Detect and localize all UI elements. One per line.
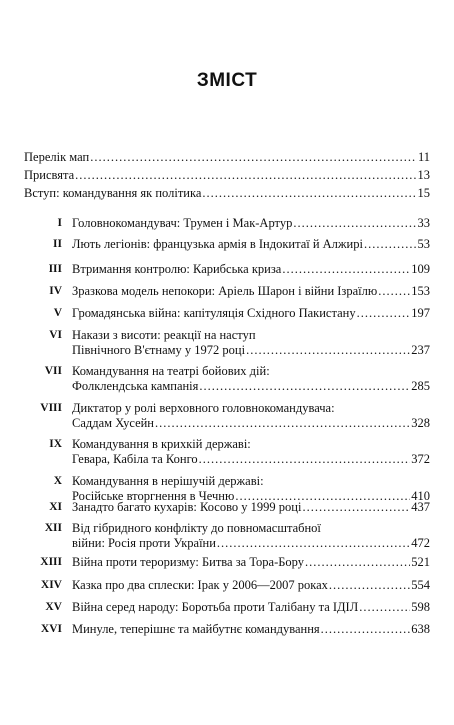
chapter-page: 554 — [411, 578, 430, 592]
chapter-title: Командування в крихкій державі: — [72, 437, 251, 451]
chapter-number: XVI — [40, 623, 62, 635]
chapter-number: IV — [49, 285, 62, 297]
chapter-page: 153 — [411, 284, 430, 298]
entry-page: 13 — [417, 168, 430, 182]
leader-dots — [155, 416, 410, 431]
chapter-number: V — [53, 307, 62, 319]
chapter-number: XIII — [40, 556, 62, 568]
chapter-page: 521 — [411, 555, 430, 569]
chapter-page: 472 — [411, 536, 430, 550]
chapter-page: 372 — [411, 452, 430, 466]
leader-dots — [302, 500, 410, 515]
leader-dots — [199, 452, 411, 467]
leader-dots — [359, 600, 410, 615]
chapter-title: Війна проти тероризму: Битва за Тора-Бору — [72, 555, 304, 569]
chapter-title-cont: Північного В'єтнаму у 1972 році — [72, 343, 246, 357]
leader-dots — [378, 284, 410, 299]
leader-dots — [293, 216, 416, 231]
chapter-page: 285 — [411, 379, 430, 393]
leader-dots — [202, 186, 416, 201]
chapter-title: Диктатор у ролі верховного головнокомандувача: — [72, 401, 335, 415]
chapter-page: 197 — [411, 306, 430, 320]
chapter-page: 328 — [411, 416, 430, 430]
chapter-page: 638 — [411, 622, 430, 636]
entry-title: Вступ: командування як політика — [24, 186, 202, 200]
chapter-title: Минуле, теперішнє та майбутнє командування — [72, 622, 320, 636]
chapter-number: XIV — [40, 579, 62, 591]
chapter-number: XV — [45, 601, 62, 613]
leader-dots — [305, 555, 410, 570]
chapter-title: Втримання контролю: Карибська криза — [72, 262, 282, 276]
chapter-number: VII — [44, 365, 62, 377]
chapter-page: 598 — [411, 600, 430, 614]
leader-dots — [246, 343, 410, 358]
chapter-title: Занадто багато кухарів: Косово у 1999 році — [72, 500, 302, 514]
chapter-title: Головнокомандувач: Трумен і Мак-Артур — [72, 216, 293, 230]
entry-title: Перелік мап — [24, 150, 90, 164]
chapter-page: 33 — [417, 216, 430, 230]
chapter-page: 437 — [411, 500, 430, 514]
chapter-number: II — [53, 238, 62, 250]
chapter-title-cont: Фолклендська кампанія — [72, 379, 199, 393]
leader-dots — [75, 168, 416, 183]
entry-title: Присвята — [24, 168, 75, 182]
leader-dots — [364, 237, 417, 252]
chapter-page: 53 — [417, 237, 430, 251]
chapter-number: XII — [44, 522, 62, 534]
chapter-title-cont: Гевара, Кабіла та Конго — [72, 452, 198, 466]
chapter-title: Зразкова модель непокори: Аріель Шарон і війни Ізраїлю — [72, 284, 378, 298]
chapter-number: III — [48, 263, 62, 275]
chapter-number: VIII — [40, 402, 62, 414]
leader-dots — [321, 622, 411, 637]
chapter-title-cont: війни: Росія проти України — [72, 536, 216, 550]
chapter-title-cont: Російське вторгнення в Чечню — [72, 489, 235, 503]
chapter-title: Громадянська війна: капітуляція Східного Пакистану — [72, 306, 356, 320]
chapter-title: Командування в нерішучій державі: — [72, 474, 264, 488]
chapter-title: Лють легіонів: французька армія в Індокитаї й Алжирі — [72, 237, 363, 251]
chapter-number: X — [53, 475, 62, 487]
chapter-title: Від гібридного конфлікту до повномасштабної — [72, 521, 321, 535]
page-title: ЗМІСТ — [196, 70, 258, 91]
entry-page: 15 — [417, 186, 430, 200]
chapter-number: VI — [49, 329, 62, 341]
leader-dots — [217, 536, 410, 551]
chapter-number: I — [57, 217, 62, 229]
leader-dots — [282, 262, 410, 277]
chapter-title: Командування на театрі бойових дій: — [72, 364, 270, 378]
chapter-page: 410 — [411, 489, 430, 503]
chapter-number: IX — [49, 438, 62, 450]
leader-dots — [90, 150, 417, 165]
chapter-title: Війна серед народу: Боротьба проти Талібану та ІДІЛ — [72, 600, 359, 614]
leader-dots — [199, 379, 410, 394]
leader-dots — [357, 306, 411, 321]
chapter-title: Накази з висоти: реакції на наступ — [72, 328, 256, 342]
entry-page: 11 — [417, 150, 430, 164]
chapter-title-cont: Саддам Хусейн — [72, 416, 154, 430]
chapter-title: Казка про два сплески: Ірак у 2006—2007 роках — [72, 578, 328, 592]
chapter-page: 237 — [411, 343, 430, 357]
chapter-number: XI — [49, 501, 62, 513]
leader-dots — [329, 578, 410, 593]
chapter-page: 109 — [411, 262, 430, 276]
